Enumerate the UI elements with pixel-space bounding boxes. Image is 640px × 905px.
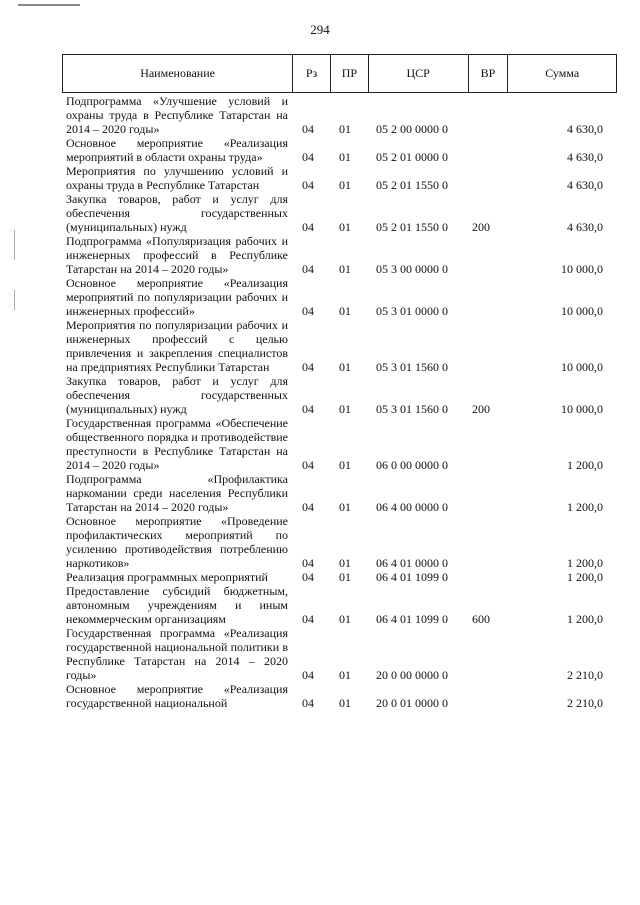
header-rz: Рз	[293, 55, 331, 92]
header-csr: ЦСР	[369, 55, 469, 92]
row-rz: 04	[302, 150, 314, 164]
table-row	[62, 234, 617, 276]
row-name: Подпрограмма «Профилактика наркомании среди населения Республики Татарстан на 2014 – 2020 годы»	[66, 472, 288, 514]
row-name: Закупка товаров, работ и услуг для обеспечения государственных (муниципальных) нужд	[66, 192, 288, 234]
row-csr: 06 4 00 0000 0	[376, 500, 448, 514]
row-rz: 04	[302, 402, 314, 416]
table-body	[62, 94, 617, 710]
row-sum: 1 200,0	[567, 570, 603, 584]
header-name: Наименование	[63, 55, 293, 92]
row-name: Подпрограмма «Популяризация рабочих и инженерных профессий в Республике Татарстан на 2014 – 2020 годы»	[66, 234, 288, 276]
header-vr: ВР	[469, 55, 509, 92]
row-csr: 05 2 00 0000 0	[376, 122, 448, 136]
row-name: Государственная программа «Обеспечение общественного порядка и противодействие преступности в Республике Татарстан на 2014 – 2020 годы»	[66, 416, 288, 472]
row-rz: 04	[302, 122, 314, 136]
row-pr: 01	[339, 556, 351, 570]
row-pr: 01	[339, 402, 351, 416]
table-row	[62, 276, 617, 318]
row-sum: 1 200,0	[567, 612, 603, 626]
table-row	[62, 682, 617, 710]
table-row	[62, 472, 617, 514]
row-pr: 01	[339, 570, 351, 584]
row-rz: 04	[302, 696, 314, 710]
row-pr: 01	[339, 220, 351, 234]
table-row	[62, 374, 617, 416]
row-rz: 04	[302, 304, 314, 318]
row-pr: 01	[339, 458, 351, 472]
row-vr: 600	[472, 612, 490, 626]
row-pr: 01	[339, 178, 351, 192]
row-pr: 01	[339, 122, 351, 136]
row-csr: 05 2 01 1550 0	[376, 220, 448, 234]
row-rz: 04	[302, 458, 314, 472]
row-rz: 04	[302, 262, 314, 276]
row-csr: 05 2 01 0000 0	[376, 150, 448, 164]
row-csr: 05 3 01 1560 0	[376, 360, 448, 374]
row-sum: 4 630,0	[567, 122, 603, 136]
row-rz: 04	[302, 220, 314, 234]
table-row	[62, 94, 617, 136]
row-vr: 200	[472, 402, 490, 416]
row-pr: 01	[339, 500, 351, 514]
scan-mark	[14, 230, 15, 260]
table-row	[62, 318, 617, 374]
row-rz: 04	[302, 178, 314, 192]
row-sum: 10 000,0	[561, 360, 603, 374]
row-name: Закупка товаров, работ и услуг для обеспечения государственных (муниципальных) нужд	[66, 374, 288, 416]
table-row	[62, 416, 617, 472]
row-name: Предоставление субсидий бюджетным, автономным учреждениям и иным некоммерческим организациям	[66, 584, 288, 626]
row-csr: 20 0 00 0000 0	[376, 668, 448, 682]
row-csr: 06 4 01 1099 0	[376, 612, 448, 626]
row-pr: 01	[339, 612, 351, 626]
row-rz: 04	[302, 570, 314, 584]
row-csr: 05 2 01 1550 0	[376, 178, 448, 192]
row-sum: 4 630,0	[567, 220, 603, 234]
row-pr: 01	[339, 304, 351, 318]
row-pr: 01	[339, 696, 351, 710]
table-row	[62, 164, 617, 192]
header-sum: Сумма	[545, 66, 580, 80]
row-sum: 10 000,0	[561, 262, 603, 276]
row-csr: 06 4 01 0000 0	[376, 556, 448, 570]
row-sum: 1 200,0	[567, 458, 603, 472]
table-row	[62, 584, 617, 626]
table-row	[62, 136, 617, 164]
row-sum: 10 000,0	[561, 304, 603, 318]
row-csr: 06 0 00 0000 0	[376, 458, 448, 472]
row-rz: 04	[302, 360, 314, 374]
row-rz: 04	[302, 500, 314, 514]
table-row	[62, 626, 617, 682]
table-row	[62, 570, 617, 584]
row-vr: 200	[472, 220, 490, 234]
row-sum: 10 000,0	[561, 402, 603, 416]
row-name: Основное мероприятие «Реализация мероприятий в области охраны труда»	[66, 136, 288, 164]
table-row	[62, 514, 617, 570]
table-row	[62, 192, 617, 234]
row-sum: 4 630,0	[567, 150, 603, 164]
row-sum: 2 210,0	[567, 668, 603, 682]
row-name: Основное мероприятие «Проведение профилактических мероприятий по усилению противодействия потреблению наркотиков»	[66, 514, 288, 570]
header-pr: ПР	[331, 55, 369, 92]
scan-mark	[18, 4, 80, 6]
table-header	[62, 54, 617, 93]
scan-mark	[14, 290, 15, 310]
row-csr: 05 3 01 0000 0	[376, 304, 448, 318]
row-name: Государственная программа «Реализация государственной национальной политики в Республике Татарстан на 2014 – 2020 годы»	[66, 626, 288, 682]
row-csr: 05 3 01 1560 0	[376, 402, 448, 416]
row-csr: 05 3 00 0000 0	[376, 262, 448, 276]
row-rz: 04	[302, 668, 314, 682]
row-pr: 01	[339, 360, 351, 374]
row-name: Основное мероприятие «Реализация государственной национальной	[66, 682, 288, 710]
row-name: Основное мероприятие «Реализация мероприятий по популяризации рабочих и инженерных профессий»	[66, 276, 288, 318]
row-rz: 04	[302, 556, 314, 570]
row-name: Подпрограмма «Улучшение условий и охраны труда в Республике Татарстан на 2014 – 2020 годы»	[66, 94, 288, 136]
row-csr: 20 0 01 0000 0	[376, 696, 448, 710]
row-rz: 04	[302, 612, 314, 626]
row-sum: 2 210,0	[567, 696, 603, 710]
row-csr: 06 4 01 1099 0	[376, 570, 448, 584]
row-name: Мероприятия по улучшению условий и охраны труда в Республике Татарстан	[66, 164, 288, 192]
row-pr: 01	[339, 668, 351, 682]
row-name: Мероприятия по популяризации рабочих и инженерных профессий с целью привлечения и закрепления специалистов на предприятиях Республики Татарстан	[66, 318, 288, 374]
row-pr: 01	[339, 150, 351, 164]
row-name: Реализация программных мероприятий	[66, 570, 268, 584]
row-sum: 4 630,0	[567, 178, 603, 192]
row-sum: 1 200,0	[567, 500, 603, 514]
page-number: 294	[310, 22, 330, 37]
row-sum: 1 200,0	[567, 556, 603, 570]
row-pr: 01	[339, 262, 351, 276]
